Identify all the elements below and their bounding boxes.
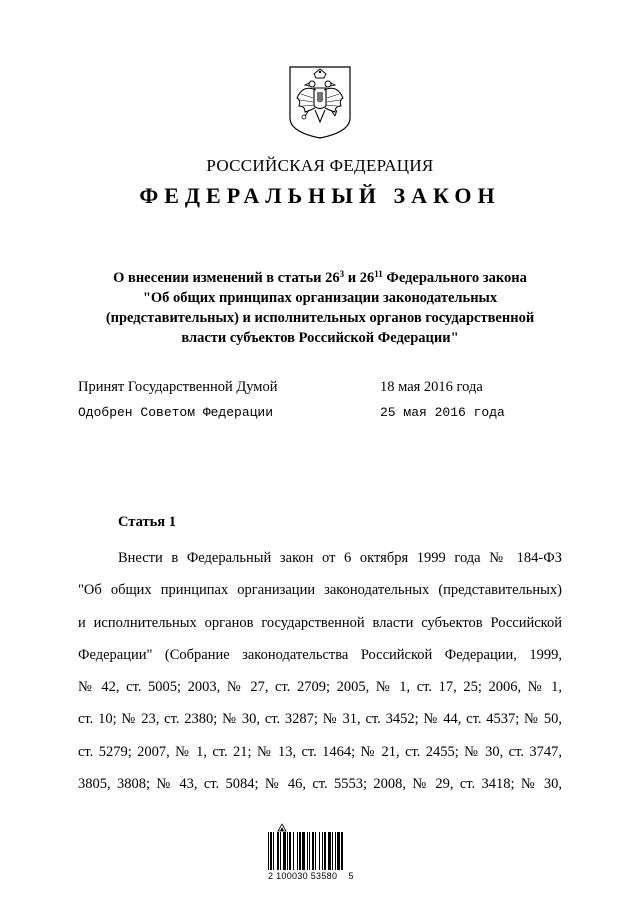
article-body-line: "Об общих принципах организации законодательных (представительных) bbox=[78, 582, 562, 599]
adoption-duma-date: 18 мая 2016 года bbox=[380, 379, 483, 395]
country-name: РОССИЙСКАЯ ФЕДЕРАЦИЯ bbox=[206, 156, 434, 175]
article-body bbox=[78, 542, 562, 800]
law-title-line-1: О внесении изменений в статьи $26^3$ и $26^{11}$ Федерального закона bbox=[113, 269, 527, 286]
article-body-line: ст. 10; № 23, ст. 2380; № 30, ст. 3287; № 31, ст. 3452; № 44, ст. 4537; № 50, bbox=[78, 711, 562, 728]
law-title bbox=[70, 268, 570, 348]
document-type-title: ФЕДЕРАЛЬНЫЙ ЗАКОН bbox=[139, 183, 501, 208]
article-body-line: Внести в Федеральный закон от 6 октября 1999 года № 184-ФЗ bbox=[118, 550, 562, 566]
approval-council-label: Одобрен Советом Федерации bbox=[78, 405, 274, 420]
article-heading: Статья 1 bbox=[118, 514, 176, 530]
article-body-line: № 42, ст. 5005; 2003, № 27, ст. 2709; 2005, № 1, ст. 17, 25; 2006, № 1, bbox=[78, 679, 562, 696]
adoption-duma-label: Принят Государственной Думой bbox=[78, 379, 278, 395]
article-body-line: Федерации" (Собрание законодательства Российской Федерации, 1999, bbox=[78, 646, 562, 663]
law-title-line-2: "Об общих принципах организации законодательных bbox=[142, 290, 498, 306]
article-body-line: 3805, 3808; № 43, ст. 5084; № 46, ст. 5553; 2008, № 29, ст. 3418; № 30, bbox=[78, 776, 562, 793]
barcode-icon bbox=[268, 832, 372, 870]
article-body-line: ст. 5279; 2007, № 1, ст. 21; № 13, ст. 1464; № 21, ст. 2455; № 30, ст. 3747, bbox=[78, 743, 562, 760]
coat-of-arms-icon bbox=[287, 64, 353, 140]
law-title-line-4: власти субъектов Российской Федерации" bbox=[181, 330, 459, 346]
barcode-number: 2 100030 53580 5 bbox=[268, 871, 354, 881]
law-title-line-3: (представительных) и исполнительных органов государственной bbox=[105, 310, 535, 326]
article-body-line: и исполнительных органов государственной власти субъектов Российской bbox=[78, 614, 562, 631]
approval-council-date: 25 мая 2016 года bbox=[380, 405, 505, 420]
stamp-mark-icon bbox=[277, 822, 287, 832]
